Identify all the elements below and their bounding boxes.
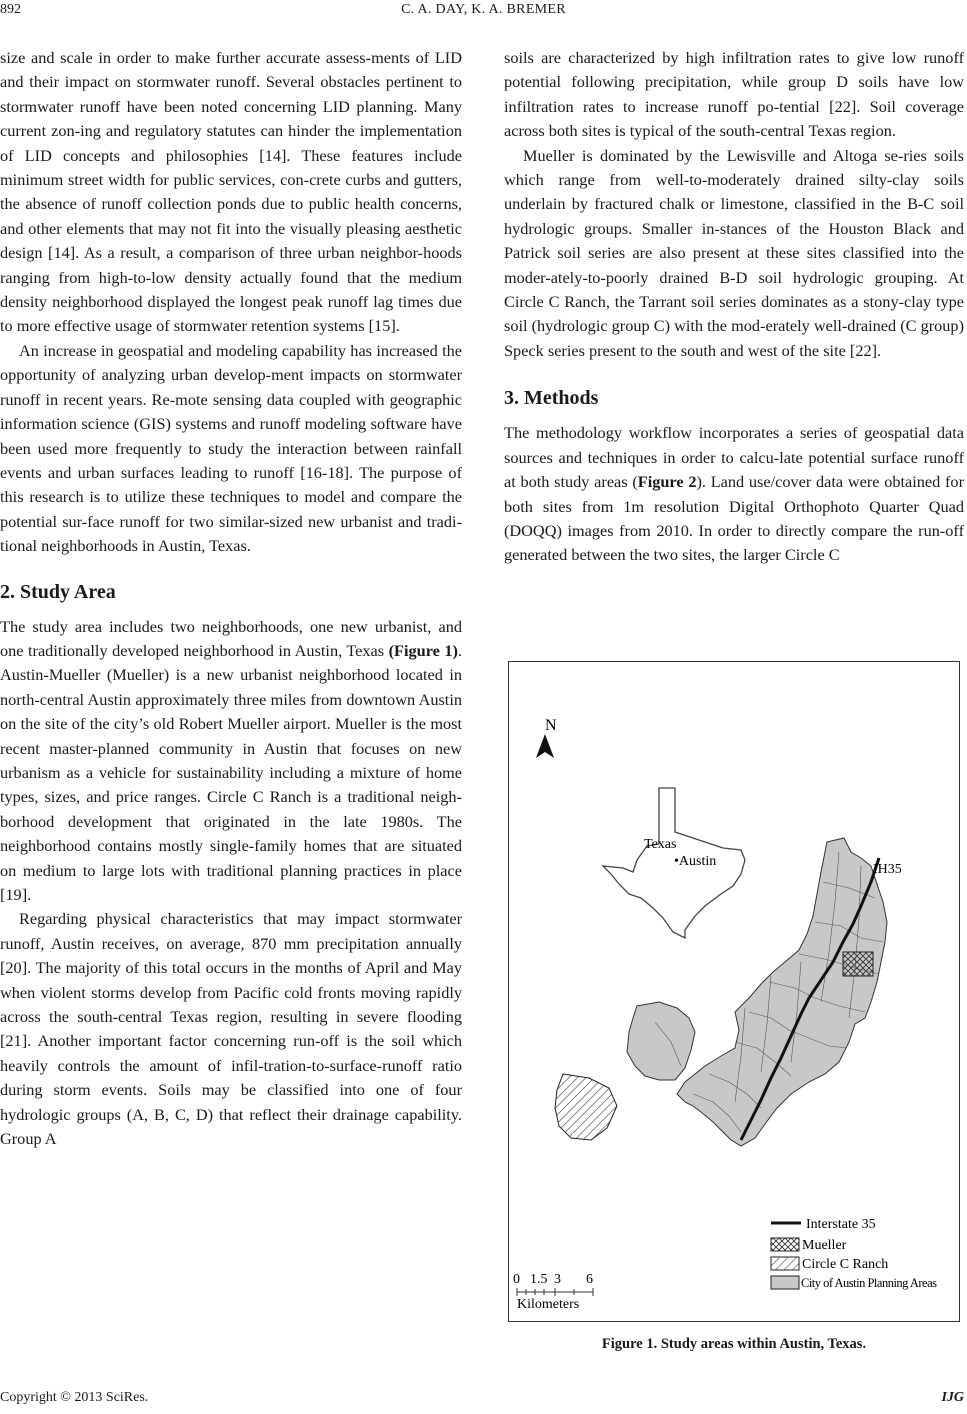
scale-tick-label: 3	[554, 1272, 561, 1287]
scale-unit-label: Kilometers	[517, 1297, 580, 1312]
ih35-label: IH35	[873, 862, 902, 877]
paragraph: size and scale in order to make further accurate assess-ments of LID and their impact on stormwater runoff. Several obstacles pertinent to stormwater runoff have been noted concerning LID planning. Many current zon-ing and regulatory statutes can hinder the implementation of LID concepts and philosophies [14]. These features include minimum street width for public services, con-crete curbs and gutters, the absence of runoff collection ponds due to public health concerns, and other elements that may not fit into the visually pleasing aesthetic design [14]. As a result, a comparison of three urban neighbor-hoods ranging from high-to-low density actually found that the medium density neighborhood displayed the longest peak runoff lag times due to more effective usage of stormwater retention systems [15].	[0, 48, 462, 336]
paragraph	[0, 615, 462, 908]
legend-interstate-label: Interstate 35	[806, 1217, 876, 1232]
section-heading-methods: 3. Methods	[504, 387, 599, 410]
scale-tick-label: 6	[586, 1272, 593, 1287]
text-run: . Austin-Mueller (Mueller) is a new urbanist neighborhood located in north-central Austin approximately three miles from downtown Austin on the site of the city’s old Robert Mueller airport. Mueller is the most recent master-planned community in Austin that focuses on new urbanism as a vehicle for sustainability including a mixture of home types, sizes, and price ranges. Circle C Ranch is a traditional neigh-borhood development that originated in the late 1980s. The neighborhood contains mostly single-family homes that are situated on medium to large lots with traditional planning practices in place [19].	[0, 640, 462, 904]
mueller-area	[843, 952, 873, 976]
austin-label: •Austin	[674, 854, 717, 869]
circle-c-ranch-area	[555, 1074, 617, 1140]
scale-bar	[513, 1272, 593, 1312]
southwest-planning-area	[627, 1002, 695, 1080]
legend-circle-c-swatch	[771, 1257, 799, 1270]
figure-caption: Figure 1. Study areas within Austin, Texas.	[601, 1336, 867, 1352]
journal-footer: IJG	[941, 1390, 964, 1405]
paragraph: Regarding physical characteristics that may impact stormwater runoff, Austin receives, on average, 870 mm precipitation annually [20]. The majority of this total occurs in the months of April and May when violent storms develop from Pacific cold fronts moving rapidly across the south-central Texas region, resulting in severe flooding [21]. Another important factor concerning run-off is the soil which heavily controls the amount of infil-tration-to-surface-runoff ratio during storm events. Soils may be classified into one of four hydrologic groups (A, B, C, D) that reflect their drainage capability. Group A	[0, 909, 462, 1149]
legend	[771, 1217, 937, 1290]
legend-planning-label: City of Austin Planning Areas	[801, 1276, 937, 1290]
scale-tick-label: 0	[513, 1272, 520, 1287]
right-column	[504, 46, 964, 568]
north-arrow	[536, 717, 557, 758]
paragraph: soils are characterized by high infiltration rates to give low runoff potential following precipitation, while group D soils have low infiltration rates to increase runoff po-tential [22]. Soil coverage across both sites is typical of the south-central Texas region.	[504, 48, 964, 141]
paragraph	[504, 421, 964, 567]
text-run: The study area includes two neighborhoods, one new urbanist, and one traditionally developed neighborhood in Austin, Texas	[0, 616, 462, 660]
section-heading-study-area: 2. Study Area	[0, 580, 116, 603]
austin-map-svg	[509, 662, 959, 1321]
legend-mueller-label: Mueller	[802, 1238, 847, 1253]
legend-mueller-swatch	[771, 1238, 799, 1251]
left-column	[0, 46, 462, 1151]
text-run: ). Land use/cover data were obtained for both sites from 1m resolution Digital Orthophoto Quarter Quad (DOQQ) images from 2010. In order to directly compare the run-off generated between the two sites, the larger Circle C	[504, 472, 964, 565]
scale-tick-label: 1.5	[530, 1272, 548, 1287]
figure-reference: Figure 2	[637, 472, 697, 492]
page-number: 892	[0, 2, 21, 17]
legend-circle-c-label: Circle C Ranch	[802, 1257, 889, 1272]
copyright-footer: Copyright © 2013 SciRes.	[0, 1390, 149, 1405]
paragraph: An increase in geospatial and modeling capability has increased the opportunity of analyzing urban develop-ment impacts on stormwater runoff in recent years. Re-mote sensing data coupled with geographic information science (GIS) systems and runoff modeling software have been used more frequently to study the interaction between rainfall events and urban surfaces leading to runoff [16-18]. The purpose of this research is to utilize these techniques to model and compare the potential sur-face runoff for two similar-sized new urbanist and tradi-tional neighborhoods in Austin, Texas.	[0, 340, 462, 556]
figure-reference: (Figure 1)	[388, 640, 458, 660]
running-header-authors: C. A. DAY, K. A. BREMER	[401, 2, 566, 17]
text-run: The methodology workflow incorporates a series of geospatial data sources and techniques in order to calcu-late potential surface runoff at both study areas (	[504, 423, 964, 492]
texas-label: Texas	[644, 837, 677, 852]
paragraph: Mueller is dominated by the Lewisville and Altoga se-ries soils which range from well-to-moderately drained silty-clay soils underlain by fractured chalk or limestone, classified in the B-C soil hydrologic groups. Smaller in-stances of the Houston Black and Patrick soil series are also present at these sites classified into the moder-ately-to-poorly drained B-D soil hydrologic grouping. At Circle C Ranch, the Tarrant soil series dominates as a stony-clay type soil (hydrologic group C) with the mod-erately well-drained (C group) Speck series present to the south and west of the site [22].	[504, 145, 964, 360]
north-label: N	[545, 717, 557, 734]
figure-1-map	[508, 661, 960, 1322]
legend-planning-swatch	[771, 1276, 799, 1289]
